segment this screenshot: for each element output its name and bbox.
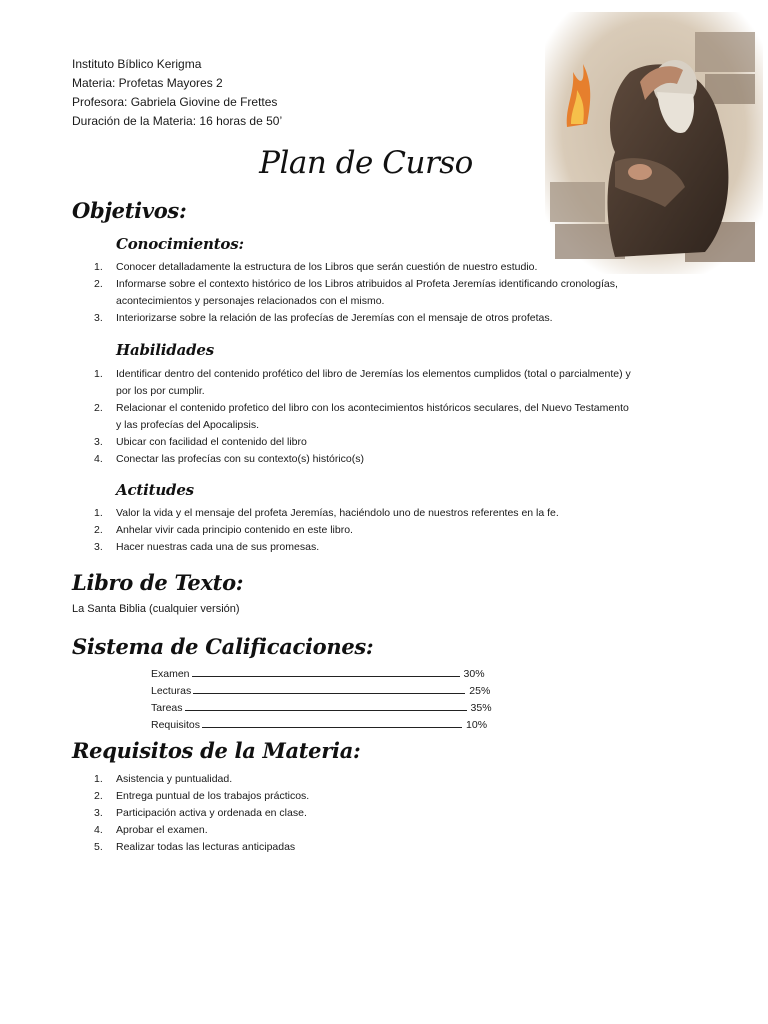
knowledge-list — [72, 259, 632, 327]
grade-row-exam: Examen 30% — [151, 668, 485, 680]
requirements-list — [72, 771, 632, 856]
list-item: 4. Conectar las profecías con su contexto(s) histórico(s) — [94, 453, 365, 465]
grade-row-readings: Lecturas 25% — [151, 685, 491, 697]
objectives-heading: Objetivos: — [72, 198, 187, 223]
knowledge-heading: Conocimientos: — [116, 235, 244, 253]
grade-row-requirements: Requisitos 10% — [151, 719, 488, 731]
mourning-prophet-illustration — [545, 12, 763, 274]
page-title: Plan de Curso — [259, 145, 473, 181]
teacher-line: Profesora: Gabriela Giovine de Frettes — [72, 95, 278, 109]
list-item: 4. Aprobar el examen. — [94, 824, 208, 836]
list-item: 1. Asistencia y puntualidad. — [94, 773, 233, 785]
textbook-heading: Libro de Texto: — [72, 570, 244, 595]
attitudes-list — [72, 505, 632, 556]
list-item: 2. Anhelar vivir cada principio contenido en este libro. — [94, 524, 353, 536]
list-item: 3. Hacer nuestras cada una de sus promesas. — [94, 541, 320, 553]
skills-list — [72, 366, 632, 468]
attitudes-heading: Actitudes — [116, 481, 194, 499]
skills-heading: Habilidades — [116, 341, 214, 359]
list-item: 3. Ubicar con facilidad el contenido del libro — [94, 436, 307, 448]
list-item: 1. Conocer detalladamente la estructura de los Libros que serán cuestión de nuestro estudio. — [94, 261, 538, 273]
list-item: 1. Valor la vida y el mensaje del profeta Jeremías, haciéndolo uno de nuestros referentes en la fe. — [94, 507, 559, 519]
grading-heading: Sistema de Calificaciones: — [72, 634, 374, 659]
subject-line: Materia: Profetas Mayores 2 — [72, 76, 223, 90]
institute-name: Instituto Bíblico Kerigma — [72, 57, 202, 71]
list-item: 3. Participación activa y ordenada en clase. — [94, 807, 307, 819]
list-item: 5. Realizar todas las lecturas anticipadas — [94, 841, 296, 853]
duration-line: Duración de la Materia: 16 horas de 50’ — [72, 114, 283, 128]
list-item: 2. Relacionar el contenido profetico del libro con los acontecimientos históricos seculares, del Nuevo Testamento y las profecías del Apocalipsis. — [94, 402, 629, 431]
grade-row-homework: Tareas 35% — [151, 702, 492, 714]
list-item: 3. Interiorizarse sobre la relación de las profecías de Jeremías con el mensaje de otros profetas. — [94, 312, 553, 324]
list-item: 1. Identificar dentro del contenido profético del libro de Jeremías los elementos cumplidos (total o parcialmente) y por los por cumplir. — [94, 368, 631, 397]
requirements-heading: Requisitos de la Materia: — [72, 738, 361, 763]
course-header — [72, 55, 282, 131]
list-item: 2. Entrega puntual de los trabajos prácticos. — [94, 790, 310, 802]
grading-table — [151, 666, 492, 734]
list-item: 2. Informarse sobre el contexto histórico de los Libros atribuidos al Profeta Jeremías identificando cronologías, acontecimientos y personajes relacionados con el mismo. — [94, 278, 618, 307]
textbook-text: La Santa Biblia (cualquier versión) — [72, 603, 240, 615]
